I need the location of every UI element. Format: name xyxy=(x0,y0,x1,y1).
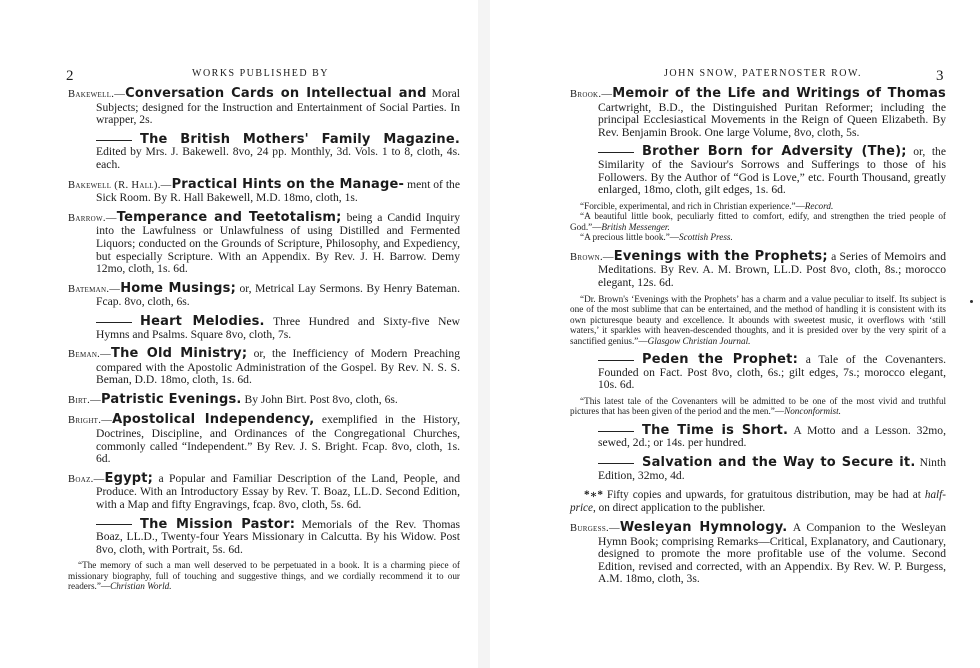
catalogue-entry xyxy=(68,88,460,127)
entry-details: A Companion to the Wesleyan Hymn Book; comprising Remarks—Critical, Explanatory, and Cautionary, designed to promote the more profitable use of the volume. Second Edition, revised and corrected, with an Appendix. By Rev. W. P. Burgess, A.M. 18mo, cloth, 3s. xyxy=(598,521,947,586)
entry-details: ment of the Sick Room. By R. Hall Bakewell, M.D. 18mo, cloth, 1s. xyxy=(96,177,461,205)
catalogue-entry xyxy=(68,131,460,172)
entry-details: a Series of Memoirs and Meditations. By Rev. A. M. Brown, LL.D. Post 8vo, cloth, 8s.; morocco elegant, 12s. 6d. xyxy=(598,249,947,289)
entry-author: Bakewell (R. Hall).— xyxy=(68,179,172,191)
entry-title: Practical Hints on the Manage- xyxy=(171,176,405,192)
review-quotes xyxy=(570,201,946,243)
entry-title: Wesleyan Hymnology. xyxy=(619,520,788,535)
ditto-dash xyxy=(598,463,634,464)
quote-text: “Forcible, experimental, and rich in Christian experience.”— xyxy=(580,200,805,211)
quote-source: Glasgow Christian Journal. xyxy=(647,335,751,346)
entry-details: or, the Similarity of the Saviour's Sorrows and Sufferings to those of his Followers. By the Author of “God is Love,” etc. Fourth Thousand, greatly enlarged, 18mo, cloth, gilt edges, 1s. 6d. xyxy=(598,145,946,197)
quote-source: Nonconformist. xyxy=(784,406,841,417)
entry-author: Burgess.— xyxy=(570,523,620,534)
review-quote xyxy=(570,294,946,347)
note-emphasis: half-price xyxy=(570,489,946,514)
entry-details: Edited by Mrs. J. Bakewell. 8vo, 24 pp. Monthly, 3d. Vols. 1 to 8, cloth, 4s. each. xyxy=(96,145,460,171)
entries-list xyxy=(570,88,946,482)
entry-title: Salvation and the Way to Secure it. xyxy=(642,455,916,470)
review-quote xyxy=(570,201,946,212)
quote-source: Christian World. xyxy=(110,581,172,592)
entry-title: Home Musings; xyxy=(120,280,236,296)
entry-title: Memoir of the Life and Writings of Thomas xyxy=(612,86,946,101)
entry-author: Bateman.— xyxy=(68,283,121,295)
entry-title: Temperance and Teetotalism; xyxy=(116,209,342,225)
catalogue-entry xyxy=(570,457,946,482)
entry-details: being a Candid Inquiry into the Lawfulness or Unlawfulness of using Distilled and Fermented Liquors; conducted on the Grounds of Scripture, Philosophy, and Expediency, but especially Scripture. With an Appendix. By Rev. J. H. Barrow. Demy 12mo, cloth, 1s. 6d. xyxy=(96,210,460,276)
entry-details: Memorials of the Rev. Thomas Boaz, LL.D., Twenty-four Years Missionary in Calcutta. By his Widow. Post 8vo, cloth, with Portrait, 5s. 6d. xyxy=(96,517,460,556)
running-header: WORKS PUBLISHED BY xyxy=(192,68,330,79)
ditto-dash xyxy=(598,152,634,153)
ditto-dash xyxy=(96,524,132,525)
entry-title: Egypt; xyxy=(104,470,154,486)
book-gutter xyxy=(478,0,490,668)
entry-details: By John Birt. Post 8vo, cloth, 6s. xyxy=(241,392,398,406)
quote-text: “The memory of such a man well deserved to be perpetuated in a book. It is a charming piece of missionary biography, full of touching and suggestive things, and we cordially recommend it to our readers.”— xyxy=(68,560,460,592)
entry-details: Cartwright, B.D., the Distinguished Puritan Reformer; including the principal Ecclesiastical Movements in the Reign of Queen Elizabeth. By Rev. Benjamin Brook. One large Volume, 8vo, cloth, 5s. xyxy=(598,100,946,139)
ditto-dash xyxy=(598,360,634,361)
catalogue-entry xyxy=(68,280,460,309)
entry-title: Patristic Evenings. xyxy=(100,391,242,407)
entry-title: Apostolical Independency, xyxy=(112,412,315,428)
catalogue-entry xyxy=(570,88,946,139)
entry-details: exemplified in the History, Doctrines, Discipline, and Ordinances of the Congregational Churches, commonly called “Independent.” By Rev. J. S. Bright. Fcap. 8vo, cloth, 1s. 6d. xyxy=(96,413,461,466)
ditto-dash xyxy=(96,140,132,141)
entry-title: Evenings with the Prophets; xyxy=(613,248,828,264)
page-number: 3 xyxy=(936,68,944,84)
catalogue-entry xyxy=(570,354,946,392)
review-quote xyxy=(68,560,460,592)
quote-source: Record. xyxy=(804,200,834,211)
entry-details: Three Hundred and Sixty-five New Hymns and Psalms. Square 8vo, cloth, 7s. xyxy=(96,314,460,341)
catalogue-entry xyxy=(68,313,460,341)
catalogue-entry xyxy=(68,470,460,512)
quote-text: “A precious little book.”— xyxy=(580,232,679,243)
entry-author: Beman.— xyxy=(68,349,112,361)
review-quotes xyxy=(570,396,946,417)
entry-title: The Old Ministry; xyxy=(111,346,248,362)
catalogue-entry xyxy=(570,522,946,586)
entry-author: Barrow.— xyxy=(68,212,117,224)
entry-author: Brown.— xyxy=(570,251,614,263)
quote-text: “Dr. Brown's ‘Evenings with the Prophets’ has a charm and a value peculiar to itself. Its subject is one of the most sublime that can be entertained, and the method of handling it is consistent with its own picturesque beauty and excellence. It abounds with sweetest music, it overflows with ‘still waters,’ it sparkles with heaven-descended thoughts, and it is presided over by the very spirit of a sanctified genius.”— xyxy=(570,293,946,346)
catalogue-entry xyxy=(68,176,461,205)
entry-details: or, the Inefficiency of Modern Preaching compared with the Apostolic Administration of the Gospel. By Rev. N. S. S. Beman, D.D. 18mo, cloth, 1s. 6d. xyxy=(96,347,460,387)
review-quote xyxy=(570,232,946,243)
catalogue-entry xyxy=(68,414,460,465)
review-quotes xyxy=(570,294,946,347)
review-quotes xyxy=(68,560,460,592)
entry-title: The British Mothers' Family Magazine. xyxy=(140,131,460,147)
catalogue-entry xyxy=(68,391,460,408)
ditto-dash xyxy=(598,431,634,432)
entry-title: Brother Born for Adversity (The); xyxy=(642,144,907,160)
entry-title: The Mission Pastor: xyxy=(140,516,296,532)
entry-title: The Time is Short. xyxy=(642,422,789,438)
quote-source: British Messenger. xyxy=(601,221,670,232)
ditto-dash xyxy=(96,322,132,323)
catalogue-entry xyxy=(68,348,460,387)
entry-details: Ninth Edition, 32mo, 4d. xyxy=(598,456,946,482)
note-text: Fifty copies and upwards, for gratuitous distribution, may be had at xyxy=(606,489,925,502)
catalogue-entry xyxy=(570,248,947,290)
catalogue-entry xyxy=(68,209,460,276)
entry-author: Bright.— xyxy=(68,415,113,427)
review-quote xyxy=(570,211,946,232)
page-number: 2 xyxy=(66,68,74,84)
entry-details: a Popular and Familiar Description of the Land, People, and Produce. With an Introductory Essay by Rev. T. Boaz, LL.D. Second Edition, with a Map and fifty Engravings, fcap. 8vo, cloth, 5s. 6d. xyxy=(96,471,460,512)
entry-author: Brook.— xyxy=(570,89,613,100)
left-page xyxy=(0,0,478,668)
entry-title: Heart Melodies. xyxy=(140,313,265,329)
quote-text: “This latest tale of the Covenanters will be admitted to be one of the most vivid and truthful pictures that has been given of the period and the men.”— xyxy=(570,395,946,417)
page-speck xyxy=(970,300,973,303)
quote-text: “A beautiful little book, peculiarly fitted to comfort, edify, and strengthen the tried people of God.”— xyxy=(570,211,946,232)
catalogue-column xyxy=(570,88,946,593)
catalogue-entry xyxy=(570,146,946,196)
running-header: JOHN SNOW, PATERNOSTER ROW. xyxy=(664,68,863,79)
note-asterisks: *∗* xyxy=(584,489,607,502)
entry-details: or, Metrical Lay Sermons. By Henry Bateman. Fcap. 8vo, cloth, 6s. xyxy=(96,281,460,309)
entry-author: Birt.— xyxy=(68,394,101,406)
entry-details: a Tale of the Covenanters. Founded on Fact. Post 8vo, cloth, 6s.; gilt edges, 7s.; morocco elegant, 10s. 6d. xyxy=(598,353,946,392)
entry-title: Conversation Cards on Intellectual and xyxy=(125,86,427,101)
catalogue-entry xyxy=(68,516,460,557)
note-text: , on direct application to the publisher. xyxy=(593,501,766,514)
review-quote xyxy=(570,396,946,417)
quote-source: Scottish Press. xyxy=(679,232,733,243)
catalogue-column xyxy=(68,88,460,600)
right-page xyxy=(490,0,968,668)
catalogue-entry xyxy=(570,422,946,450)
entry-details: A Motto and a Lesson. 32mo, sewed, 2d.; or 14s. per hundred. xyxy=(598,423,946,450)
distribution-note xyxy=(570,489,946,514)
entry-author: Bakewell.— xyxy=(68,89,126,100)
entry-author: Boaz.— xyxy=(68,473,105,485)
entry-details: Moral Subjects; designed for the Instruction and Entertainment of Social Parties. In wrapper, 2s. xyxy=(96,87,461,127)
entry-title: Peden the Prophet: xyxy=(642,352,798,368)
